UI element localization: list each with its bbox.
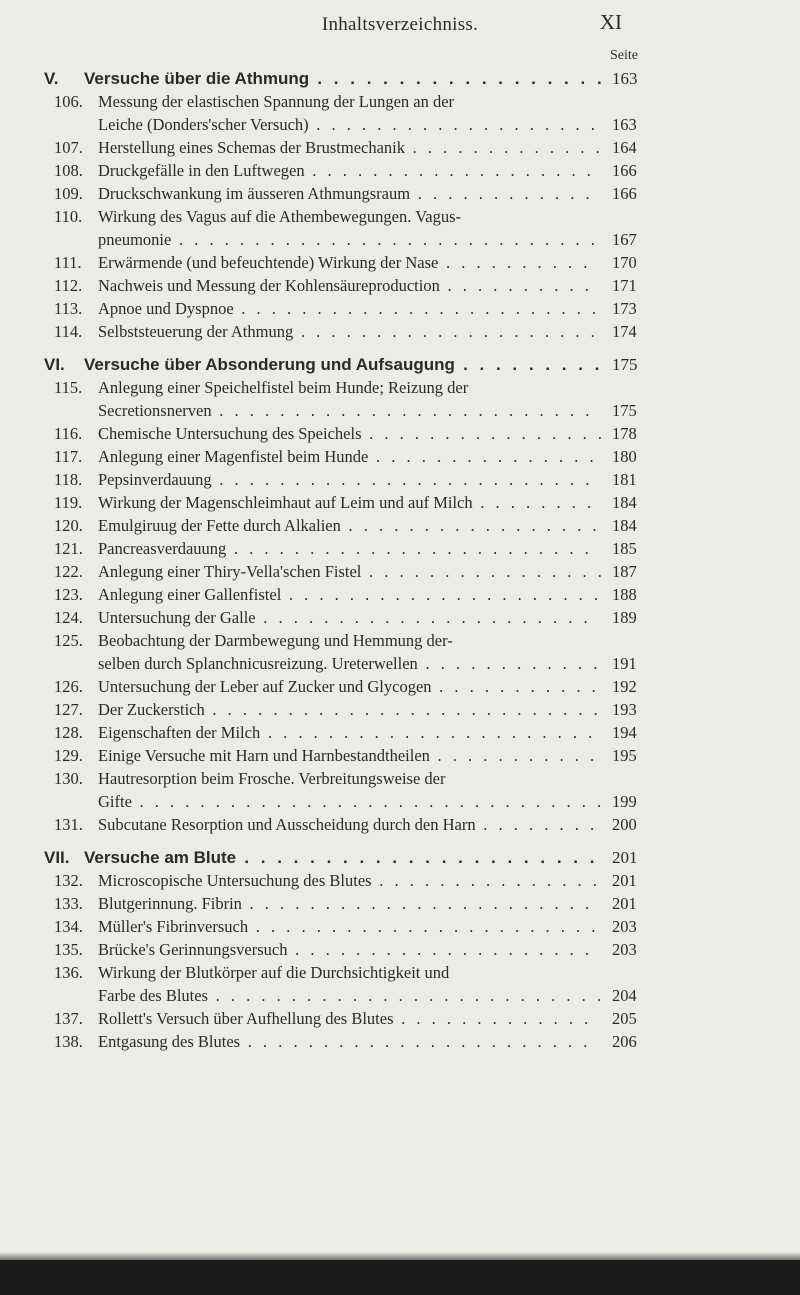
entry-number: 123.: [54, 585, 83, 604]
toc-entry-line: [0, 298, 800, 321]
table-of-contents: [0, 68, 800, 1054]
entry-title: Nachweis und Messung der Kohlensäureproduction . . . . . . . . . .: [98, 276, 593, 295]
leader-dots: . . . . . . . . . . . . . . . . . . . . . .: [236, 848, 598, 867]
entry-title: Anlegung einer Gallenfistel . . . . . . . . . . . . . . . . . . . . .: [98, 585, 602, 604]
toc-entry-line: [0, 676, 800, 699]
entry-number: 132.: [54, 871, 83, 890]
toc-entry-line: [0, 229, 800, 252]
leader-dots: . . . . . . . . . . . . . . . . . . . . . . .: [248, 917, 599, 936]
entry-title: Subcutane Resorption und Ausscheidung durch den Harn . . . . . . . .: [98, 815, 598, 834]
entry-number: 125.: [54, 631, 83, 650]
toc-entry-line: [0, 183, 800, 206]
leader-dots: . . . . . . . . . . . .: [417, 654, 601, 673]
entry-number: 130.: [54, 769, 83, 788]
toc-entry-line: [0, 814, 800, 837]
toc-entry-line: [0, 745, 800, 768]
leader-dots: . . . . . . . . . .: [439, 276, 593, 295]
entry-number: 122.: [54, 562, 83, 581]
section-page: 175: [612, 355, 638, 374]
section-heading: [0, 354, 800, 377]
entry-title: Anlegung einer Thiry-Vella'schen Fistel . . . . . . . . . . . . . . . .: [98, 562, 606, 581]
entry-number: 106.: [54, 92, 83, 111]
leader-dots: . . . . . . . . . . . . . . . .: [361, 424, 606, 443]
toc-entry-line: [0, 653, 800, 676]
toc-entry-line: [0, 962, 800, 985]
entry-number: 121.: [54, 539, 83, 558]
entry-page: 181: [612, 470, 637, 489]
entry-title: Herstellung eines Schemas der Brustmechanik . . . . . . . . . . . . .: [98, 138, 604, 157]
toc-entry-line: [0, 1031, 800, 1054]
toc-entry-line: [0, 252, 800, 275]
entry-page: 170: [612, 253, 637, 272]
entry-number: 138.: [54, 1032, 83, 1051]
entry-title: Einige Versuche mit Harn und Harnbestandtheilen . . . . . . . . . . .: [98, 746, 598, 765]
entry-title: Leiche (Donders'scher Versuch) . . . . . . . . . . . . . . . . . . .: [98, 115, 599, 134]
section-number: VII.: [44, 848, 70, 867]
entry-title: Der Zuckerstich . . . . . . . . . . . . . . . . . . . . . . . . . .: [98, 700, 602, 719]
entry-number: 108.: [54, 161, 83, 180]
page-number: XI: [599, 10, 622, 34]
toc-entry-line: [0, 985, 800, 1008]
entry-page: 171: [612, 276, 637, 295]
entry-title: Emulgiruug der Fette durch Alkalien . . . . . . . . . . . . . . . . .: [98, 516, 601, 535]
leader-dots: . . . . . . . . . . . . . . . . . . . . . .: [260, 723, 596, 742]
entry-number: 119.: [54, 493, 83, 512]
leader-dots: . . . . . . . . . . . .: [410, 184, 594, 203]
entry-page: 204: [612, 986, 637, 1005]
toc-entry-line: [0, 377, 800, 400]
entry-title: Beobachtung der Darmbewegung und Hemmung der-: [98, 631, 453, 650]
toc-entry-line: [0, 538, 800, 561]
entry-title: Wirkung der Blutkörper auf die Durchsichtigkeit und: [98, 963, 450, 982]
leader-dots: . . . . . . . . . .: [438, 253, 591, 272]
seite-column-label: Seite: [610, 48, 638, 63]
leader-dots: . . . . . . . . . . . . . . . . . . . .: [287, 940, 593, 959]
entry-page: 184: [612, 516, 637, 535]
entry-number: 118.: [54, 470, 83, 489]
leader-dots: . . . . . . . . . . . . . . . . . . . . . . . . . .: [207, 986, 605, 1005]
entry-number: 126.: [54, 677, 83, 696]
entry-number: 120.: [54, 516, 83, 535]
section-page: 201: [612, 848, 638, 867]
entry-number: 113.: [54, 299, 83, 318]
leader-dots: . . . . . . . . . . . . . . .: [371, 871, 601, 890]
entry-title: Secretionsnerven . . . . . . . . . . . . . . . . . . . . . . . . .: [98, 401, 593, 420]
entry-page: 180: [612, 447, 637, 466]
entry-page: 192: [612, 677, 637, 696]
leader-dots: . . . . . . . . . . .: [431, 677, 600, 696]
entry-number: 114.: [54, 322, 83, 341]
entry-page: 185: [612, 539, 637, 558]
entry-title: Entgasung des Blutes . . . . . . . . . . . . . . . . . . . . . . .: [98, 1032, 591, 1051]
leader-dots: . . . . . . . . . . . . . . . . . . . . . . .: [240, 1032, 591, 1051]
toc-entry-line: [0, 275, 800, 298]
section-gap: [0, 837, 800, 847]
entry-number: 112.: [54, 276, 83, 295]
leader-dots: . . . . . . . . . . . . . . . . . .: [309, 69, 606, 88]
entry-title: Gifte . . . . . . . . . . . . . . . . . . . . . . . . . . . . . . .: [98, 792, 605, 811]
entry-title: Untersuchung der Leber auf Zucker und Glycogen . . . . . . . . . . .: [98, 677, 600, 696]
entry-title: Eigenschaften der Milch . . . . . . . . . . . . . . . . . . . . . .: [98, 723, 596, 742]
entry-page: 187: [612, 562, 637, 581]
section-heading: [0, 68, 800, 91]
entry-number: 109.: [54, 184, 83, 203]
section-number: VI.: [44, 355, 65, 374]
entry-page: 173: [612, 299, 637, 318]
toc-entry-line: [0, 400, 800, 423]
section-heading: [0, 847, 800, 870]
toc-entry-line: [0, 699, 800, 722]
entry-number: 107.: [54, 138, 83, 157]
entry-page: 203: [612, 917, 637, 936]
entry-page: 174: [612, 322, 637, 341]
entry-title: selben durch Splanchnicusreizung. Ureterwellen . . . . . . . . . . . .: [98, 654, 601, 673]
toc-entry-line: [0, 722, 800, 745]
entry-page: 200: [612, 815, 637, 834]
entry-title: Anlegung einer Speichelfistel beim Hunde; Reizung der: [98, 378, 469, 397]
entry-title: Wirkung der Magenschleimhaut auf Leim und auf Milch . . . . . . . .: [98, 493, 595, 512]
entry-number: 137.: [54, 1009, 83, 1028]
toc-entry-line: [0, 561, 800, 584]
entry-number: 129.: [54, 746, 83, 765]
entry-number: 131.: [54, 815, 83, 834]
leader-dots: . . . . . . . . . . . . . . . . . . .: [308, 115, 599, 134]
entry-page: 175: [612, 401, 637, 420]
leader-dots: . . . . . . . .: [475, 815, 598, 834]
toc-entry-line: [0, 870, 800, 893]
entry-title: pneumonie . . . . . . . . . . . . . . . . . . . . . . . . . . . .: [98, 230, 599, 249]
toc-entry-line: [0, 939, 800, 962]
entry-page: 188: [612, 585, 637, 604]
entry-title: Chemische Untersuchung des Speichels . . . . . . . . . . . . . . . .: [98, 424, 606, 443]
entry-number: 110.: [54, 207, 83, 226]
section-gap: [0, 344, 800, 354]
toc-entry-line: [0, 492, 800, 515]
leader-dots: . . . . . . . . . . . . .: [405, 138, 604, 157]
entry-page: 205: [612, 1009, 637, 1028]
leader-dots: . . . . . . . . . . . . . . . . . . . . . . . . . .: [204, 700, 602, 719]
leader-dots: . . . . . . . . . . . . . . . . . . . . . . . . . . . .: [171, 230, 599, 249]
toc-entry-line: [0, 630, 800, 653]
entry-page: 163: [612, 115, 637, 134]
entry-title: Hautresorption beim Frosche. Verbreitungsweise der: [98, 769, 446, 788]
entry-number: 116.: [54, 424, 83, 443]
leader-dots: . . . . . . . . . . . . . . . . . . . . . . . .: [233, 299, 600, 318]
entry-title: Brücke's Gerinnungsversuch . . . . . . . . . . . . . . . . . . . .: [98, 940, 593, 959]
entry-page: 199: [612, 792, 637, 811]
entry-number: 124.: [54, 608, 83, 627]
entry-page: 191: [612, 654, 637, 673]
toc-entry-line: [0, 114, 800, 137]
running-title: Inhaltsverzeichniss.: [321, 14, 479, 35]
entry-page: 201: [612, 894, 637, 913]
leader-dots: . . . . . . . . .: [454, 355, 603, 374]
entry-title: Blutgerinnung. Fibrin . . . . . . . . . . . . . . . . . . . . . . .: [98, 894, 593, 913]
toc-entry-line: [0, 469, 800, 492]
toc-entry-line: [0, 91, 800, 114]
entry-title: Farbe des Blutes . . . . . . . . . . . . . . . . . . . . . . . . . .: [98, 986, 605, 1005]
entry-page: 184: [612, 493, 637, 512]
entry-page: 206: [612, 1032, 637, 1051]
entry-page: 201: [612, 871, 637, 890]
entry-page: 178: [612, 424, 637, 443]
leader-dots: . . . . . . . . . . . . . . . . . . . . . . . .: [226, 539, 593, 558]
section-number: V.: [44, 69, 59, 88]
entry-number: 115.: [54, 378, 83, 397]
entry-title: Anlegung einer Magenfistel beim Hunde . . . . . . . . . . . . . . .: [98, 447, 598, 466]
entry-title: Rollett's Versuch über Aufhellung des Blutes . . . . . . . . . . . . .: [98, 1009, 592, 1028]
entry-number: 133.: [54, 894, 83, 913]
leader-dots: . . . . . . . . . . .: [429, 746, 598, 765]
toc-entry-line: [0, 916, 800, 939]
entry-number: 136.: [54, 963, 83, 982]
entry-title: Druckschwankung im äusseren Athmungsraum . . . . . . . . . . . .: [98, 184, 594, 203]
leader-dots: . . . . . . . . . . . . . . . . . . .: [304, 161, 595, 180]
entry-page: 203: [612, 940, 637, 959]
toc-entry-line: [0, 206, 800, 229]
toc-entry-line: [0, 321, 800, 344]
entry-page: 167: [612, 230, 637, 249]
entry-title: Druckgefälle in den Luftwegen . . . . . . . . . . . . . . . . . . .: [98, 161, 595, 180]
entry-title: Müller's Fibrinversuch . . . . . . . . . . . . . . . . . . . . . . .: [98, 917, 599, 936]
leader-dots: . . . . . . . . . . . . . . . . . . . . . . . . .: [211, 401, 593, 420]
leader-dots: . . . . . . . . . . . . . . . . . . . . . . . . .: [211, 470, 593, 489]
toc-entry-line: [0, 893, 800, 916]
leader-dots: . . . . . . . .: [472, 493, 595, 512]
toc-entry-line: [0, 446, 800, 469]
toc-entry-line: [0, 1008, 800, 1031]
entry-page: 166: [612, 161, 637, 180]
entry-title: Pepsinverdauung . . . . . . . . . . . . . . . . . . . . . . . . .: [98, 470, 593, 489]
entry-title: Microscopische Untersuchung des Blutes . . . . . . . . . . . . . . .: [98, 871, 601, 890]
scan-bottom-border: [0, 1260, 800, 1295]
entry-title: Messung der elastischen Spannung der Lungen an der: [98, 92, 455, 111]
leader-dots: . . . . . . . . . . . . . . .: [368, 447, 598, 466]
entry-page: 194: [612, 723, 637, 742]
entry-title: Untersuchung der Galle . . . . . . . . . . . . . . . . . . . . . .: [98, 608, 592, 627]
section-title: Versuche über Absonderung und Aufsaugung . . . . . . . . .: [84, 355, 603, 374]
toc-entry-line: [0, 515, 800, 538]
entry-page: 189: [612, 608, 637, 627]
leader-dots: . . . . . . . . . . . . . . . . . . . .: [293, 322, 599, 341]
section-title: Versuche am Blute . . . . . . . . . . . . . . . . . . . . . .: [84, 848, 598, 867]
leader-dots: . . . . . . . . . . . . . . . . . . . . . . .: [241, 894, 593, 913]
entry-page: 195: [612, 746, 637, 765]
section-title: Versuche über die Athmung . . . . . . . . . . . . . . . . . .: [84, 69, 606, 88]
entry-page: 193: [612, 700, 637, 719]
leader-dots: . . . . . . . . . . . . . . . .: [361, 562, 606, 581]
leader-dots: . . . . . . . . . . . . . . . . . . . . . . . . . . . . . . .: [131, 792, 605, 811]
entry-number: 111.: [54, 253, 82, 272]
page-edge-shadow: [0, 1252, 800, 1260]
entry-number: 134.: [54, 917, 83, 936]
entry-page: 166: [612, 184, 637, 203]
toc-entry-line: [0, 160, 800, 183]
toc-entry-line: [0, 137, 800, 160]
entry-number: 117.: [54, 447, 83, 466]
leader-dots: . . . . . . . . . . . . .: [393, 1009, 592, 1028]
entry-number: 127.: [54, 700, 83, 719]
toc-entry-line: [0, 584, 800, 607]
toc-entry-line: [0, 768, 800, 791]
entry-title: Wirkung des Vagus auf die Athembewegungen. Vagus-: [98, 207, 462, 226]
toc-entry-line: [0, 607, 800, 630]
entry-title: Apnoe und Dyspnoe . . . . . . . . . . . . . . . . . . . . . . . .: [98, 299, 600, 318]
entry-title: Erwärmende (und befeuchtende) Wirkung der Nase . . . . . . . . . .: [98, 253, 591, 272]
entry-title: Pancreasverdauung . . . . . . . . . . . . . . . . . . . . . . . .: [98, 539, 593, 558]
leader-dots: . . . . . . . . . . . . . . . . . . . . . .: [255, 608, 592, 627]
leader-dots: . . . . . . . . . . . . . . . . . . . . .: [281, 585, 602, 604]
leader-dots: . . . . . . . . . . . . . . . . .: [340, 516, 601, 535]
section-page: 163: [612, 69, 638, 88]
toc-entry-line: [0, 791, 800, 814]
toc-entry-line: [0, 423, 800, 446]
entry-number: 135.: [54, 940, 83, 959]
entry-number: 128.: [54, 723, 83, 742]
entry-page: 164: [612, 138, 637, 157]
entry-title: Selbststeuerung der Athmung . . . . . . . . . . . . . . . . . . . .: [98, 322, 599, 341]
